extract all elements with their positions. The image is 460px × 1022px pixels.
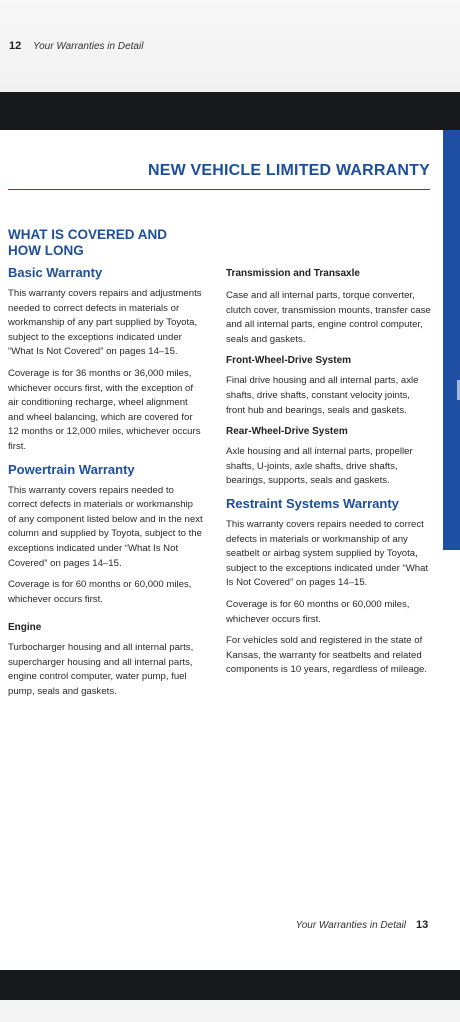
bottom-dark-band (0, 970, 460, 1000)
front-wheel-drive-heading: Front-Wheel-Drive System (226, 355, 352, 367)
engine-heading: Engine (8, 622, 42, 634)
bottom-strip (0, 1000, 460, 1022)
right-column (226, 267, 431, 685)
basic-warranty-heading: Basic Warranty (8, 265, 103, 280)
left-column (8, 227, 203, 707)
right-page-number: 13 (416, 919, 429, 931)
what-is-covered-heading: WHAT IS COVERED AND HOW LONG (8, 227, 168, 258)
basic-warranty-paragraph-1: This warranty covers repairs and adjustments needed to correct defects in materials or workmanship of any part supplied by Toyota, subject to the exceptions indicated under “What Is Not Covered” on pages 14–15. (8, 288, 202, 358)
left-running-title: Your Warranties in Detail (33, 41, 144, 52)
powertrain-warranty-heading: Powertrain Warranty (8, 461, 135, 477)
section-title: NEW VEHICLE LIMITED WARRANTY (147, 162, 430, 179)
powertrain-warranty-paragraph-1: This warranty covers repairs needed to correct defects in materials or workmanship of any component listed below and in the next column and supplied by Toyota, subject to the exceptions indicated under “What Is Not Covered” on pages 14–15. (8, 484, 203, 569)
transmission-heading: Transmission and Transaxle (226, 268, 360, 279)
right-running-title: Your Warranties in Detail (295, 920, 406, 931)
restraint-paragraph-3: For vehicles sold and registered in the state of Kansas, the warranty for seatbelts and related components is 10 years, regardless of mileage. (226, 635, 428, 676)
restraint-systems-heading: Restraint Systems Warranty (226, 495, 399, 511)
basic-warranty-paragraph-2: Coverage is for 36 months or 36,000 miles, whichever occurs first, with the exception of air conditioning recharge, wheel alignment and wheel balancing, which are covered for 12 months or 12,000 miles, whichever occurs first. (8, 367, 201, 452)
restraint-paragraph-2: Coverage is for 60 months or 60,000 miles, whichever occurs first. (226, 598, 410, 625)
restraint-paragraph-1: This warranty covers repairs needed to correct defects in materials or workmanship of any seatbelt or airbag system supplied by Toyota, subject to the exceptions indicated under “What Is Not Covered” on pages 14–15. (226, 518, 429, 589)
title-divider (8, 189, 430, 190)
left-page-number: 12 (9, 40, 22, 52)
top-dark-band (0, 92, 460, 130)
engine-paragraph: Turbocharger housing and all internal parts, supercharger housing and all internal parts, engine control computer, water pump, fuel pump, seals and gaskets. (8, 642, 194, 698)
powertrain-warranty-paragraph-2: Coverage is for 60 months or 60,000 miles, whichever occurs first. (8, 579, 192, 605)
front-wheel-drive-paragraph: Final drive housing and all internal parts, axle shafts, drive shafts, constant velocity joints, front hub and bearings, seals and gaskets. (226, 375, 419, 416)
rear-wheel-drive-paragraph: Axle housing and all internal parts, propeller shafts, U-joints, axle shafts, drive shafts, bearings, supports, seals and gaskets. (226, 446, 413, 487)
transmission-paragraph: Case and all internal parts, torque converter, clutch cover, transmission mounts, transfer case and all internal parts, engine control computer, seals and gaskets. (226, 290, 431, 345)
rear-wheel-drive-heading: Rear-Wheel-Drive System (226, 426, 348, 438)
section-side-tab (443, 130, 460, 550)
